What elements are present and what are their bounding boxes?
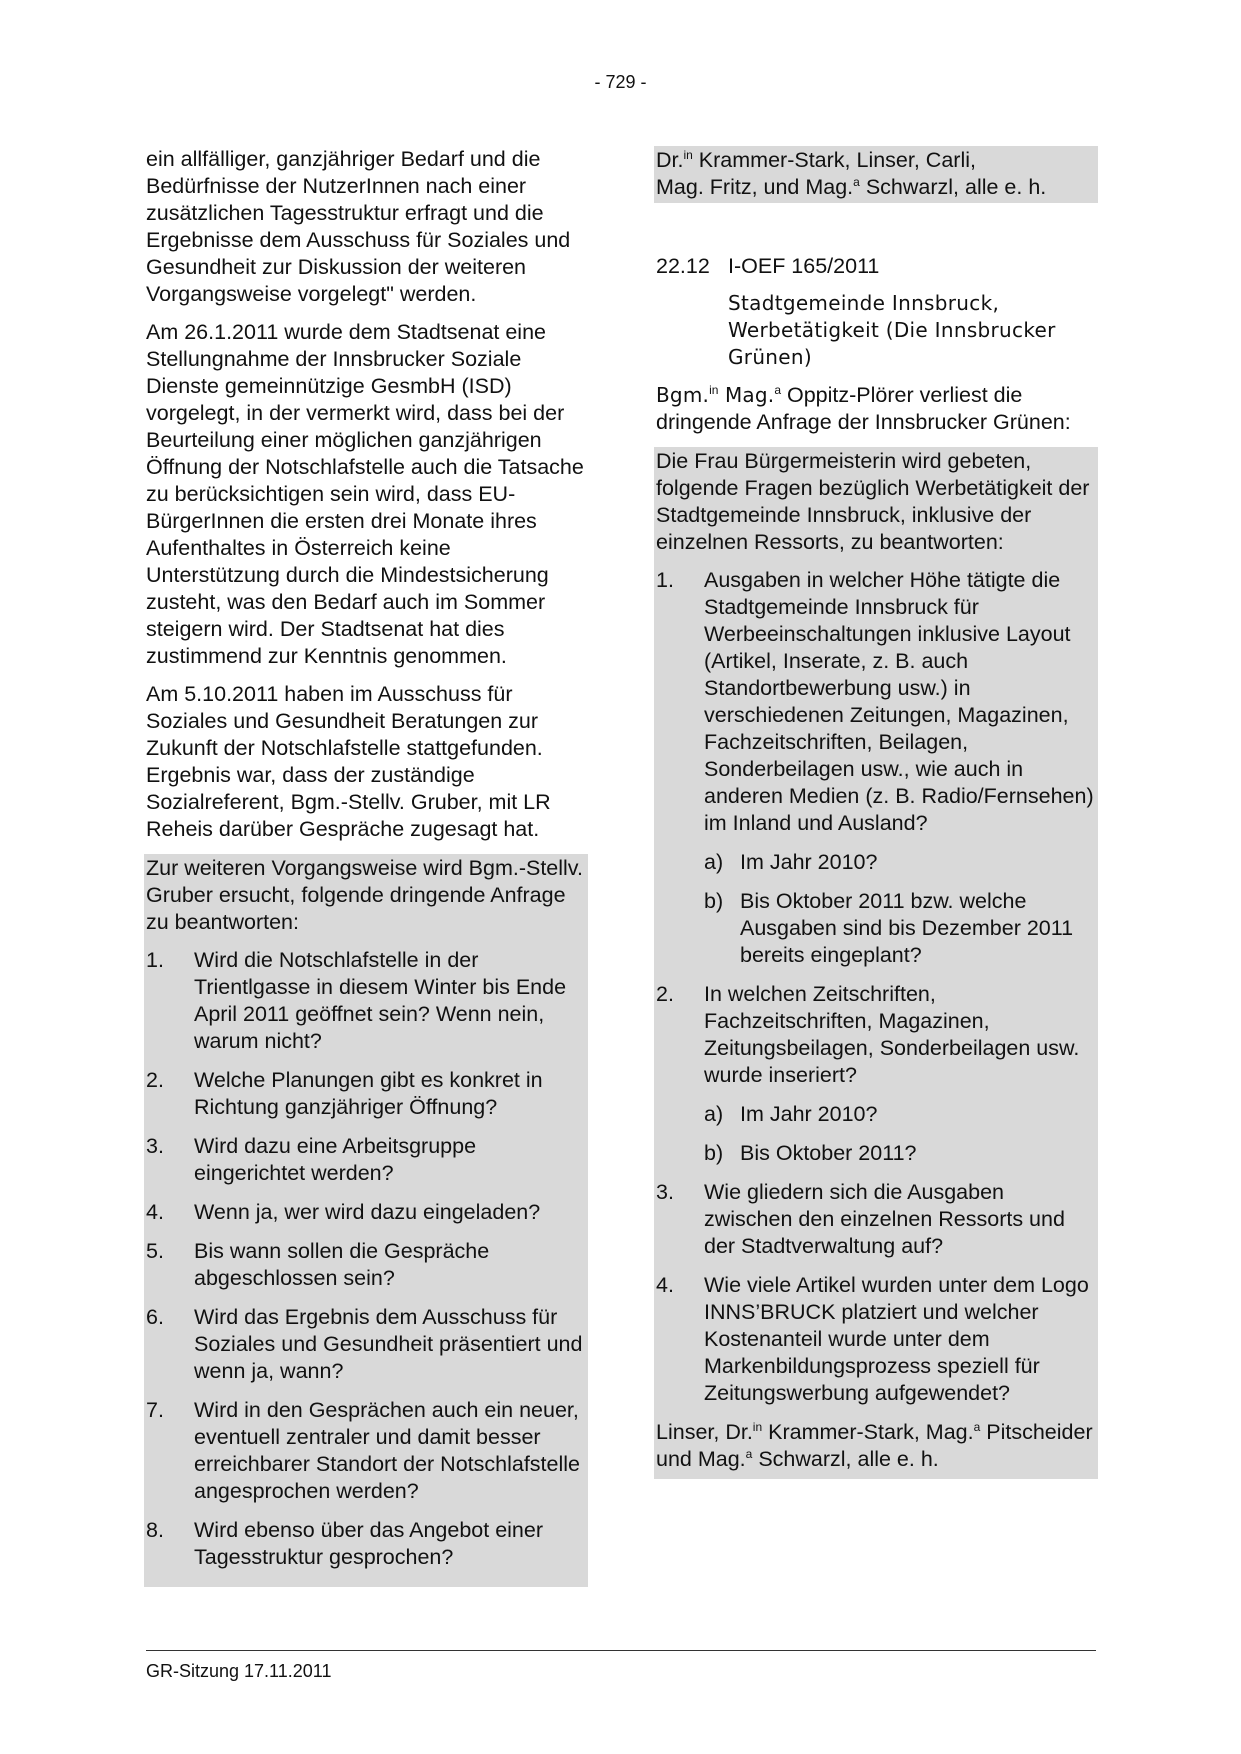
question-number: 7.: [146, 1398, 164, 1422]
question-number: 2.: [656, 982, 674, 1006]
agenda-item-number: 22.12: [656, 254, 710, 278]
list-item: [146, 1304, 586, 1385]
list-item: [704, 849, 1096, 876]
list-item: [656, 1272, 1096, 1407]
list-item: [656, 567, 1096, 969]
question-text: Wird ebenso über das Angebot einer Tagesstruktur gesprochen?: [194, 1518, 544, 1569]
question-text: Wird dazu eine Arbeitsgruppe eingerichtet werden?: [194, 1134, 477, 1185]
signatories-line-1: Dr.$^{in}$ Krammer-Stark, Linser, Carli,: [656, 147, 976, 172]
question-text: Wird die Notschlafstelle in der Trientlgasse in diesem Winter bis Ende April 2011 geöffnet sein? Wenn nein, warum nicht?: [194, 948, 567, 1053]
question-number: 4.: [656, 1273, 674, 1297]
page-number: - 729 -: [594, 72, 647, 92]
sub-question-text: Bis Oktober 2011?: [740, 1141, 917, 1165]
advertising-question-list: [656, 567, 1096, 1407]
question-number: 8.: [146, 1518, 164, 1542]
question-number: 3.: [656, 1180, 674, 1204]
question-text: Wie viele Artikel wurden unter dem Logo INNS’BRUCK platziert und welcher Kostenanteil wurde unter dem Markenbildungsprozess speziell für Zeitungswerbung aufgewendet?: [704, 1273, 1089, 1405]
footer-session-date: GR-Sitzung 17.11.2011: [146, 1661, 332, 1681]
question-number: 1.: [146, 948, 164, 972]
sub-question-letter: b): [704, 889, 724, 913]
signatories-line-2: Mag. Fritz, und Mag.$^a$ Schwarzl, alle e. h.: [656, 174, 1047, 199]
sub-question-list: [704, 1101, 1096, 1167]
agenda-item-subject: Stadtgemeinde Innsbruck, Werbetätigkeit (Die Innsbrucker Grünen): [728, 291, 1056, 369]
sub-question-letter: a): [704, 1102, 724, 1126]
footer-divider: [146, 1650, 1096, 1651]
right-column: [656, 146, 1096, 1479]
shelter-inquiry-block: [144, 854, 588, 1587]
question-number: 4.: [146, 1200, 164, 1224]
sub-question-text: Im Jahr 2010?: [740, 1102, 878, 1126]
question-number: 1.: [656, 568, 674, 592]
question-text: Wird das Ergebnis dem Ausschuss für Soziales und Gesundheit präsentiert und wenn ja, wann?: [194, 1305, 583, 1383]
sub-question-list: [704, 849, 1096, 969]
reading-statement: Bgm.$^{in}$ Mag.$^a$ Oppitz-Plörer verliest die dringende Anfrage der Innsbrucker Grünen:: [656, 382, 1071, 434]
list-item: [146, 1067, 586, 1121]
list-item: [656, 1179, 1096, 1260]
sub-question-text: Im Jahr 2010?: [740, 850, 878, 874]
list-item: [146, 1133, 586, 1187]
question-number: 5.: [146, 1239, 164, 1263]
question-text: Ausgaben in welcher Höhe tätigte die Stadtgemeinde Innsbruck für Werbeeinschaltungen inklusive Layout (Artikel, Inserate, z. B. auch Standortbewerbung usw.) in verschiedenen Zeitungen, Magazinen, Fachzeitschriften, Beilagen, Sonderbeilagen usw., wie auch in anderen Medien (z. B. Radio/Fernsehen) im Inland und Ausland?: [704, 568, 1094, 835]
question-text: Bis wann sollen die Gespräche abgeschlossen sein?: [194, 1239, 490, 1290]
list-item: [656, 981, 1096, 1167]
shelter-inquiry-intro: Zur weiteren Vorgangsweise wird Bgm.-Stellv. Gruber ersucht, folgende dringende Anfrage zu beantworten:: [146, 856, 583, 934]
list-item: [146, 1397, 586, 1505]
sub-question-letter: a): [704, 850, 724, 874]
signatories-bottom: Linser, Dr.$^{in}$ Krammer-Stark, Mag.$^a$ Pitscheider und Mag.$^a$ Schwarzl, alle e. h.: [656, 1419, 1093, 1471]
agenda-item-reference: I-OEF 165/2011: [728, 254, 880, 278]
list-item: [704, 1101, 1096, 1128]
signatories-top: [654, 146, 1098, 203]
question-text: Welche Planungen gibt es konkret in Richtung ganzjähriger Öffnung?: [194, 1068, 543, 1119]
paragraph-committee-meeting: Am 5.10.2011 haben im Ausschuss für Soziales und Gesundheit Beratungen zur Zukunft der Notschlafstelle stattgefunden. Ergebnis war, dass der zuständige Sozialreferent, Bgm.-Stellv. Gruber, mit LR Reheis darüber Gespräche zugesagt hat.: [146, 682, 551, 841]
paragraph-need-assessment: ein allfälliger, ganzjähriger Bedarf und die Bedürfnisse der NutzerInnen nach einer zusätzlichen Tagesstruktur erfragt und die Ergebnisse dem Ausschuss für Soziales und Gesundheit zur Diskussion der weiteren Vorgangsweise vorgelegt" werden.: [146, 147, 571, 306]
question-number: 3.: [146, 1134, 164, 1158]
advertising-inquiry-intro: Die Frau Bürgermeisterin wird gebeten, folgende Fragen bezüglich Werbetätigkeit der Stadtgemeinde Innsbruck, inklusive der einzelnen Ressorts, zu beantworten:: [656, 449, 1090, 554]
list-item: [146, 1199, 586, 1226]
question-number: 6.: [146, 1305, 164, 1329]
left-column: [146, 146, 586, 1587]
shelter-question-list: [146, 947, 586, 1571]
list-item: [146, 947, 586, 1055]
question-text: In welchen Zeitschriften, Fachzeitschriften, Magazinen, Zeitungsbeilagen, Sonderbeilagen usw. wurde inseriert?: [704, 982, 1080, 1087]
question-text: Wenn ja, wer wird dazu eingeladen?: [194, 1200, 541, 1224]
sub-question-text: Bis Oktober 2011 bzw. welche Ausgaben sind bis Dezember 2011 bereits eingeplant?: [740, 889, 1074, 967]
question-text: Wie gliedern sich die Ausgaben zwischen den einzelnen Ressorts und der Stadtverwaltung auf?: [704, 1180, 1065, 1258]
list-item: [704, 1140, 1096, 1167]
list-item: [146, 1517, 586, 1571]
agenda-item-header: [656, 253, 1096, 280]
advertising-inquiry-block: [654, 447, 1098, 1479]
list-item: [704, 888, 1096, 969]
paragraph-isd-statement: Am 26.1.2011 wurde dem Stadtsenat eine Stellungnahme der Innsbrucker Soziale Dienste gemeinnützige GesmbH (ISD) vorgelegt, in der vermerkt wird, dass bei der Beurteilung einer möglichen ganzjährigen Öffnung der Notschlafstelle auch die Tatsache zu berücksichtigen sein wird, dass EU-BürgerInnen die ersten drei Monate ihres Aufenthaltes in Österreich keine Unterstützung durch die Mindestsicherung zusteht, was den Bedarf auch im Sommer steigern wird. Der Stadtsenat hat dies zustimmend zur Kenntnis genommen.: [146, 320, 584, 668]
question-number: 2.: [146, 1068, 164, 1092]
list-item: [146, 1238, 586, 1292]
sub-question-letter: b): [704, 1141, 724, 1165]
question-text: Wird in den Gesprächen auch ein neuer, eventuell zentraler und damit besser erreichbarer Standort der Notschlafstelle angesprochen werden?: [194, 1398, 580, 1503]
